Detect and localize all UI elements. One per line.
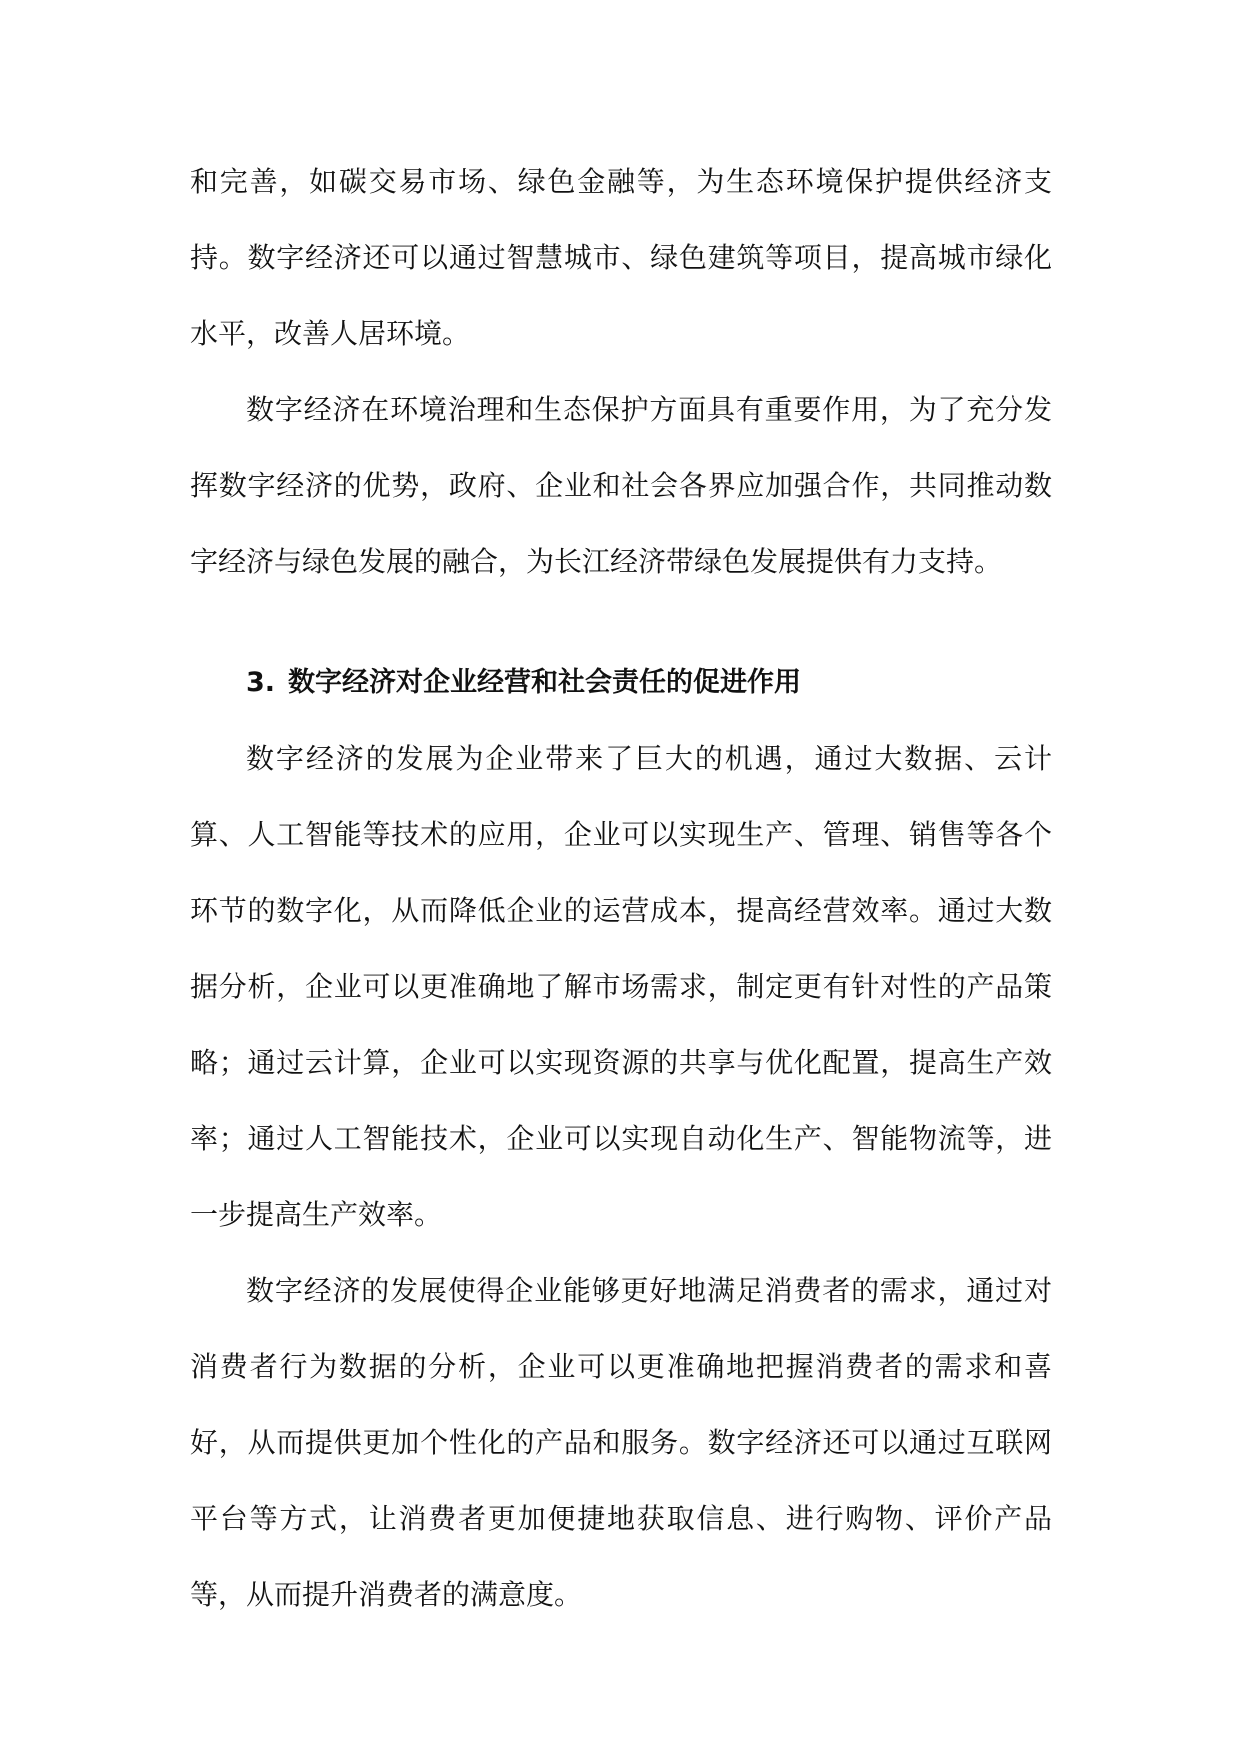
paragraph-enterprise-opportunity: 数字经济的发展为企业带来了巨大的机遇，通过大数据、云计算、人工智能等技术的应用，企业可以实现生产、管理、销售等各个环节的数字化，从而降低企业的运营成本，提高经营效率。通过大数据分析，企业可以更准确地了解市场需求，制定更有针对性的产品策略；通过云计算，企业可以实现资源的共享与优化配置，提高生产效率；通过人工智能技术，企业可以实现自动化生产、智能物流等，进一步提高生产效率。 <box>190 742 1052 1231</box>
section-number: 3. <box>246 667 276 698</box>
section-heading <box>190 645 1052 721</box>
document-body <box>190 144 1052 1633</box>
paragraph-consumer-needs: 数字经济的发展使得企业能够更好地满足消费者的需求，通过对消费者行为数据的分析，企业可以更准确地把握消费者的需求和喜好，从而提供更加个性化的产品和服务。数字经济还可以通过互联网平台等方式，让消费者更加便捷地获取信息、进行购物、评价产品等，从而提升消费者的满意度。 <box>190 1274 1052 1611</box>
paragraph-environment-summary: 数字经济在环境治理和生态保护方面具有重要作用，为了充分发挥数字经济的优势，政府、企业和社会各界应加强合作，共同推动数字经济与绿色发展的融合，为长江经济带绿色发展提供有力支持。 <box>190 393 1052 578</box>
section-title: 数字经济对企业经营和社会责任的促进作用 <box>288 667 801 698</box>
paragraph-continuation: 和完善，如碳交易市场、绿色金融等，为生态环境保护提供经济支持。数字经济还可以通过智慧城市、绿色建筑等项目，提高城市绿化水平，改善人居环境。 <box>190 165 1052 350</box>
